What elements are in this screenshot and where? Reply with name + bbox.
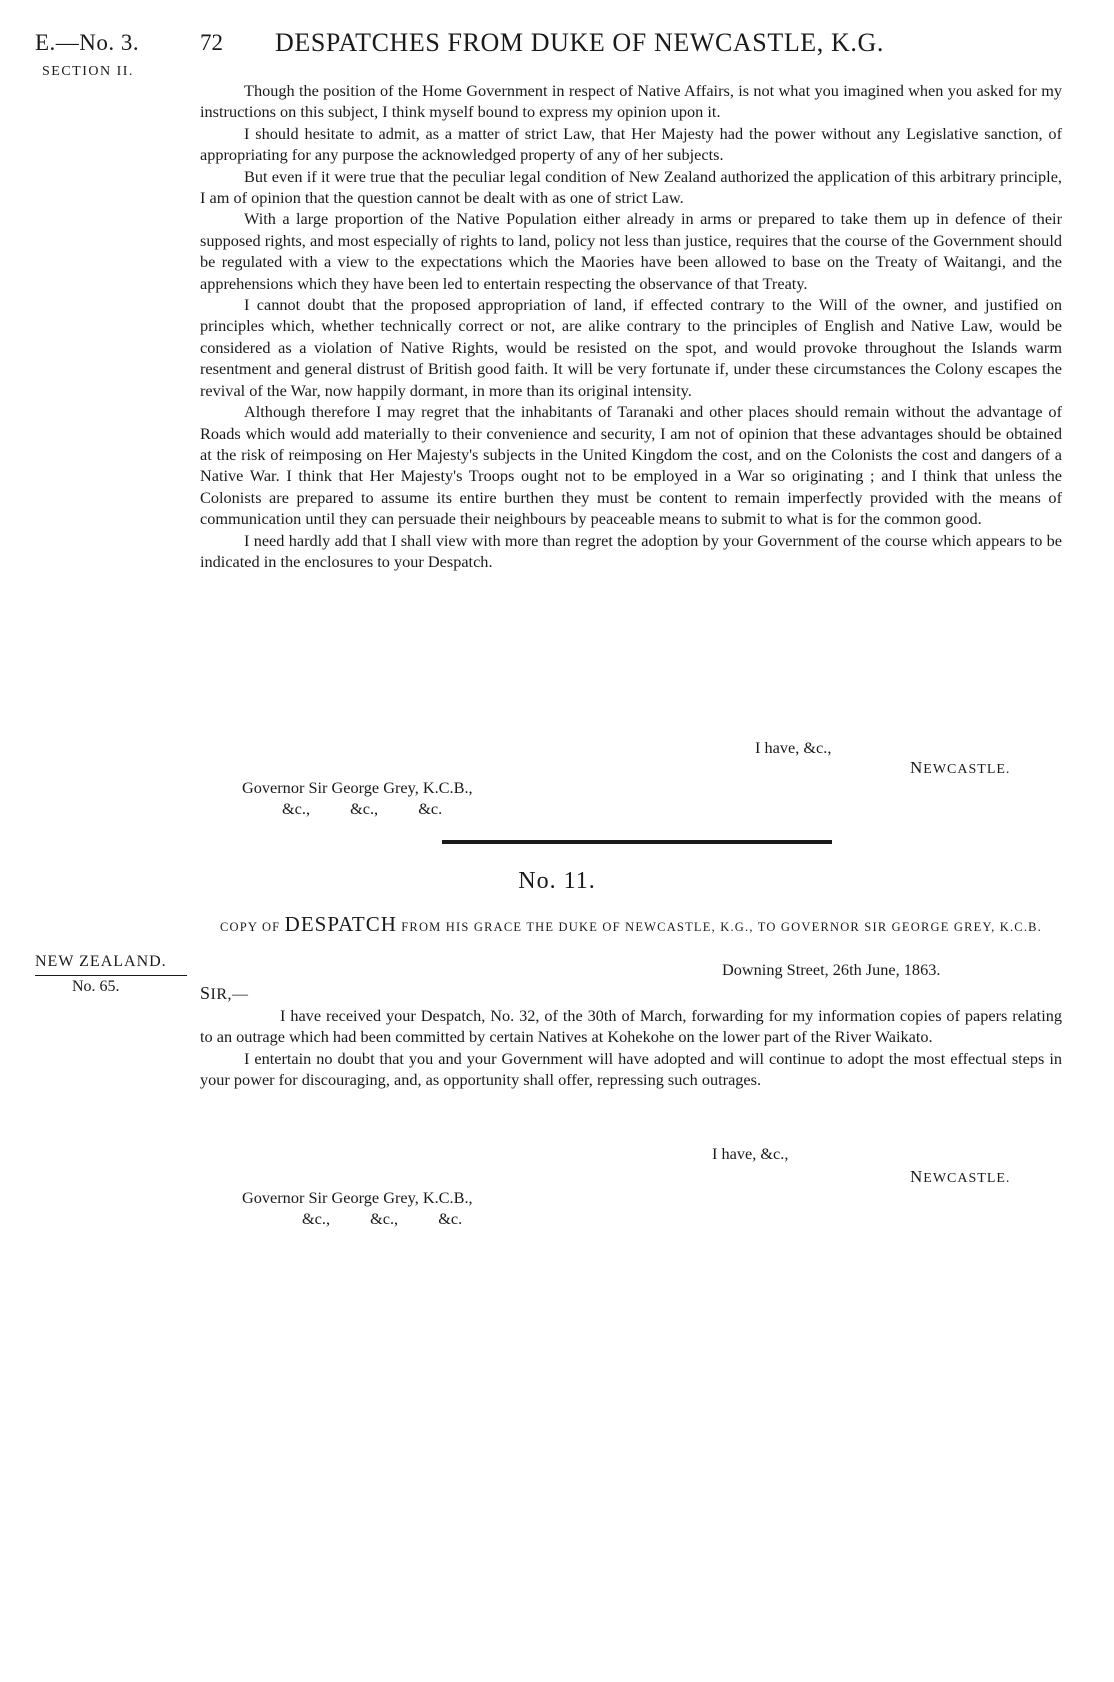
- paragraph: I entertain no doubt that you and your Government will have adopted and will continue to adopt the most effectual steps in your power for discouraging, and, as opportunity shall offer, repressing such outrages.: [200, 1048, 1062, 1090]
- despatch-heading: [200, 914, 1062, 937]
- salutation-rest: IR,—: [210, 986, 249, 1003]
- addressee-line: Governor Sir George Grey, K.C.B.,: [242, 778, 473, 797]
- margin-number: No. 65.: [72, 978, 120, 995]
- addressee-block: [242, 1187, 473, 1229]
- margin-rule: [35, 975, 187, 976]
- despatch-11-body: [200, 1005, 1062, 1091]
- despatch-word: DESPATCH: [284, 912, 397, 936]
- closing-phrase: I have, &c.,: [755, 738, 832, 757]
- paragraph: Though the position of the Home Government in respect of Native Affairs, is not what you imagined when you asked for my instructions on this subject, I think myself bound to express my opinion upon it.: [200, 81, 1062, 122]
- copy-of-label: COPY OF: [219, 920, 281, 934]
- paragraph: I should hesitate to admit, as a matter of strict Law, that Her Majesty had the power without any Legislative sanction, of appropriating for any purpose the acknowledged property of any of her subjects.: [200, 123, 1062, 165]
- dateline: Downing Street, 26th June, 1863.: [722, 960, 941, 979]
- salutation-initial: S: [200, 983, 211, 1003]
- signature: [910, 758, 1010, 778]
- paragraph: But even if it were true that the peculiar legal condition of New Zealand authorized the application of this arbitrary principle, I am of opinion that the question cannot be dealt with as one of strict Law.: [200, 166, 1062, 208]
- closing-phrase: I have, &c.,: [712, 1144, 789, 1163]
- addressee-line: Governor Sir George Grey, K.C.B.,: [242, 1188, 473, 1207]
- addressee-etc: &c., &c., &c.: [302, 1209, 463, 1228]
- salutation: [200, 983, 249, 1004]
- signature-initial: N: [910, 758, 924, 777]
- addressee-etc: &c., &c., &c.: [282, 799, 443, 818]
- paragraph: I have received your Despatch, No. 32, of the 30th of March, forwarding for my information copies of papers relating to an outrage which had been committed by certain Natives at Kohekohe on the lower part of the River Waikato.: [200, 1006, 1062, 1047]
- signature-initial: N: [910, 1167, 924, 1186]
- signature-rest: EWCASTLE.: [923, 762, 1011, 777]
- page-number: 72: [200, 30, 223, 55]
- margin-colony: NEW ZEALAND.: [35, 953, 167, 970]
- despatch-number-heading: No. 11.: [518, 868, 596, 894]
- despatch-10-body: [200, 80, 1062, 572]
- series-number: E.—No. 3.: [35, 30, 140, 55]
- paragraph: With a large proportion of the Native Population either already in arms or prepared to take them up in defence of their supposed rights, and most especially of rights to land, policy not less than justice, requires that the course of the Government should be regulated with a view to the expectations which the Maories have been allowed to base on the Treaty of Waitangi, and the apprehensions which they have been led to entertain respecting the observance of that Treaty.: [200, 209, 1062, 293]
- paragraph: I need hardly add that I shall view with more than regret the adoption by your Government of the course which appears to be indicated in the enclosures to your Despatch.: [200, 530, 1062, 571]
- paragraph: I cannot doubt that the proposed appropriation of land, if effected contrary to the Will of the owner, and justified on principles which, whether technically correct or not, are alike contrary to the principles of English and Native Law, would be considered as a violation of Native Rights, would be resisted on the spot, and would provoke throughout the Islands warm resentment and general distrust of British good faith. It will be very fortunate if, under these circumstances the Colony escapes the revival of the War, now happily dormant, in more than its original intensity.: [200, 295, 1062, 400]
- signature-rest: EWCASTLE.: [923, 1171, 1011, 1186]
- section-divider: [442, 840, 832, 844]
- paragraph: Although therefore I may regret that the inhabitants of Taranaki and other places should remain without the advantage of Roads which would add materially to their convenience and security, I am not of opinion that these advantages should be obtained at the risk of reimposing on Her Majesty's subjects in the United Kingdom the cost, and on the Colonists the cost and dangers of a Native War. I think that Her Majesty's Troops ought not to be employed in a War so originating ; and I think that unless the Colonists are prepared to assume its entire burthen they must be content to remain imperfectly provided with the means of communication until they can persuade their neighbours by peaceable means to submit to what is for the common good.: [200, 402, 1062, 529]
- page-title: DESPATCHES FROM DUKE OF NEWCASTLE, K.G.: [275, 28, 884, 57]
- signature: [910, 1167, 1010, 1187]
- despatch-from-line: FROM HIS GRACE THE DUKE OF NEWCASTLE, K.G., TO GOVERNOR SIR GEORGE GREY, K.C.B.: [401, 920, 1043, 934]
- section-label: SECTION II.: [42, 64, 134, 79]
- addressee-block: [242, 777, 473, 819]
